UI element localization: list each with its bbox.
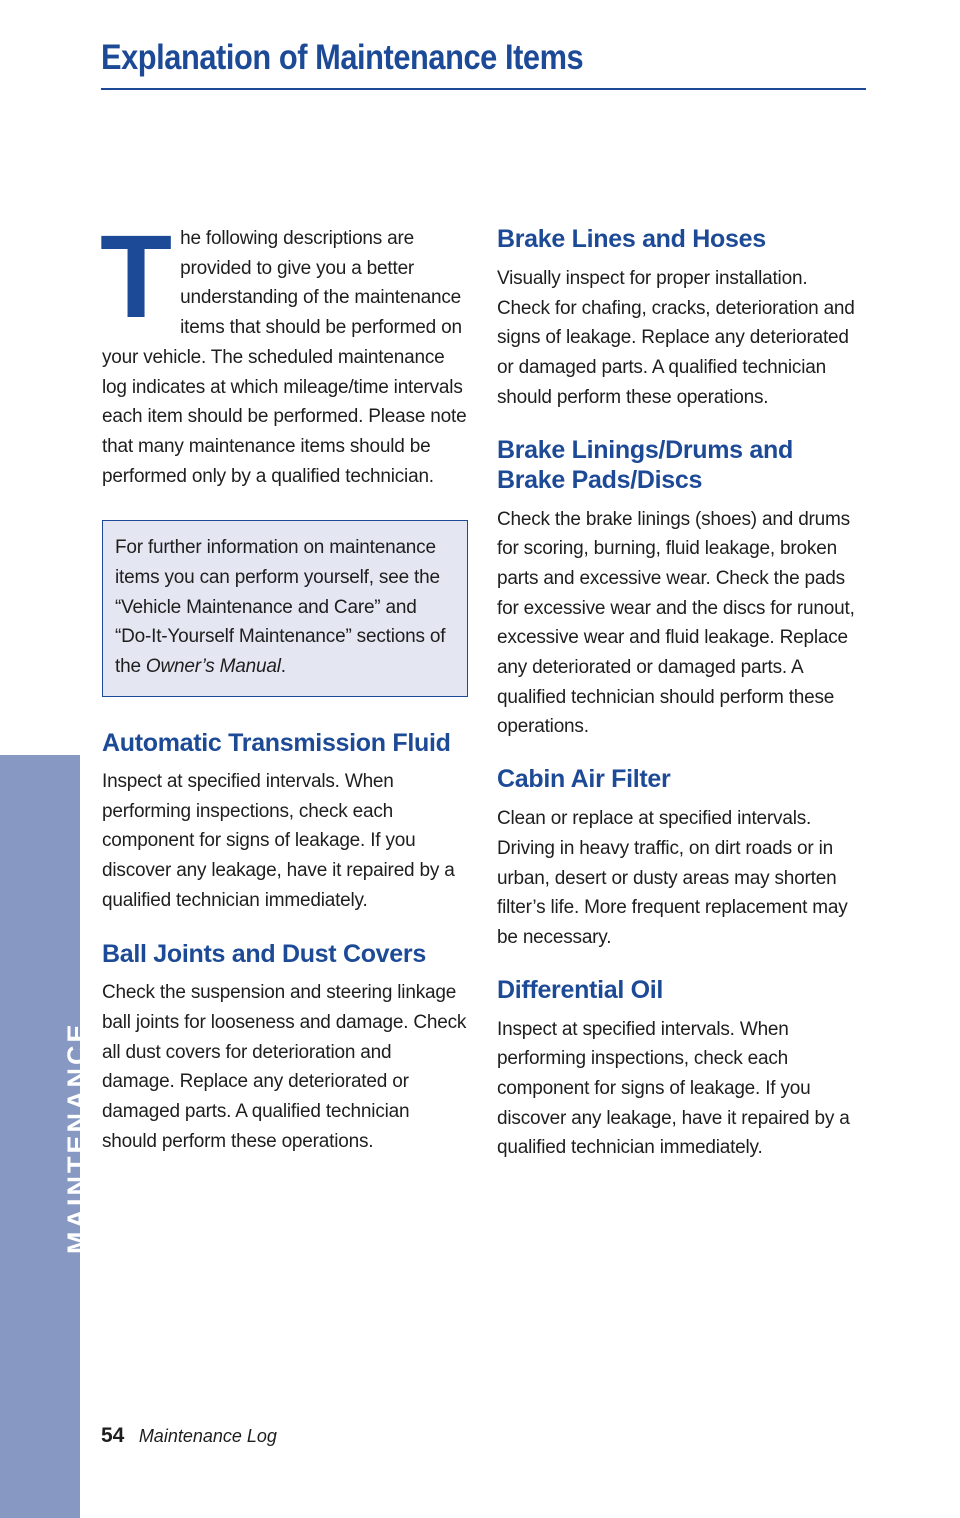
section-heading: Differential Oil — [497, 975, 664, 1004]
note-text: For further information on maintenance items you can perform yourself, see the “Vehicle Maintenance and Care” and “Do-It-Yourself Maintenance” sections of the Owner’s Manual. — [115, 537, 446, 678]
section-cabin-air-filter — [497, 764, 865, 953]
section-differential-oil — [497, 975, 865, 1164]
page-title: Explanation of Maintenance Items — [101, 38, 584, 77]
footer-label: Maintenance Log — [138, 1426, 277, 1446]
intro-paragraph — [100, 211, 468, 491]
page-footer — [101, 1424, 277, 1448]
intro-text: he following descriptions are provided to give you a better understanding of the maintenance items that should be performed on your vehicle. The scheduled maintenance log indicates at which mileage/time intervals each item should be performed. Please note that many maintenance items should be performed only by a qualified technician. — [102, 228, 467, 487]
side-tab-label: MAINTENANCE — [62, 1021, 92, 1254]
drop-cap: T — [100, 211, 173, 343]
right-column — [497, 224, 865, 1163]
section-body: Clean or replace at specified intervals. Driving in heavy traffic, on dirt roads or in urban, desert or dusty areas may shorten filter’s life. More frequent replacement may be necessary. — [497, 808, 848, 948]
section-heading: Cabin Air Filter — [497, 765, 671, 794]
section-body: Check the suspension and steering linkage ball joints for looseness and damage. Check all dust covers for deterioration and damage. Replace any deteriorated or damaged parts. A qualified technician should perform these operations. — [102, 982, 467, 1152]
section-body: Visually inspect for proper installation. Check for chafing, cracks, deterioration and signs of leakage. Replace any deteriorated or damaged parts. A qualified technician should perform these operations. — [497, 268, 855, 408]
section-body: Check the brake linings (shoes) and drums for scoring, burning, fluid leakage, broken parts and excessive wear. Check the pads for excessive wear and the discs for runout, excessive wear and fluid leakage. Replace any deteriorated or damaged parts. A qualified technician should perform these operations. — [497, 508, 855, 738]
section-body: Inspect at specified intervals. When performing inspections, check each component for signs of leakage. If you discover any leakage, have it repaired by a qualified technician immediately. — [497, 1018, 850, 1159]
section-ball-joints — [102, 939, 468, 1156]
section-automatic-transmission-fluid — [102, 728, 468, 916]
section-body: Inspect at specified intervals. When performing inspections, check each component for signs of leakage. If you discover any leakage, have it repaired by a qualified technician immediately. — [102, 770, 455, 911]
note-box — [102, 520, 468, 697]
section-heading: Brake Linings/Drums and Brake Pads/Discs — [497, 435, 793, 494]
owners-manual-reference: Owner’s Manual — [145, 656, 281, 678]
section-brake-linings — [497, 435, 865, 743]
section-heading: Automatic Transmission Fluid — [102, 728, 451, 757]
section-heading: Brake Lines and Hoses — [497, 225, 766, 253]
section-brake-lines — [497, 224, 865, 413]
page-number: 54 — [101, 1424, 125, 1447]
section-heading: Ball Joints and Dust Covers — [102, 940, 426, 969]
left-column — [100, 211, 468, 1157]
title-rule — [101, 88, 866, 90]
